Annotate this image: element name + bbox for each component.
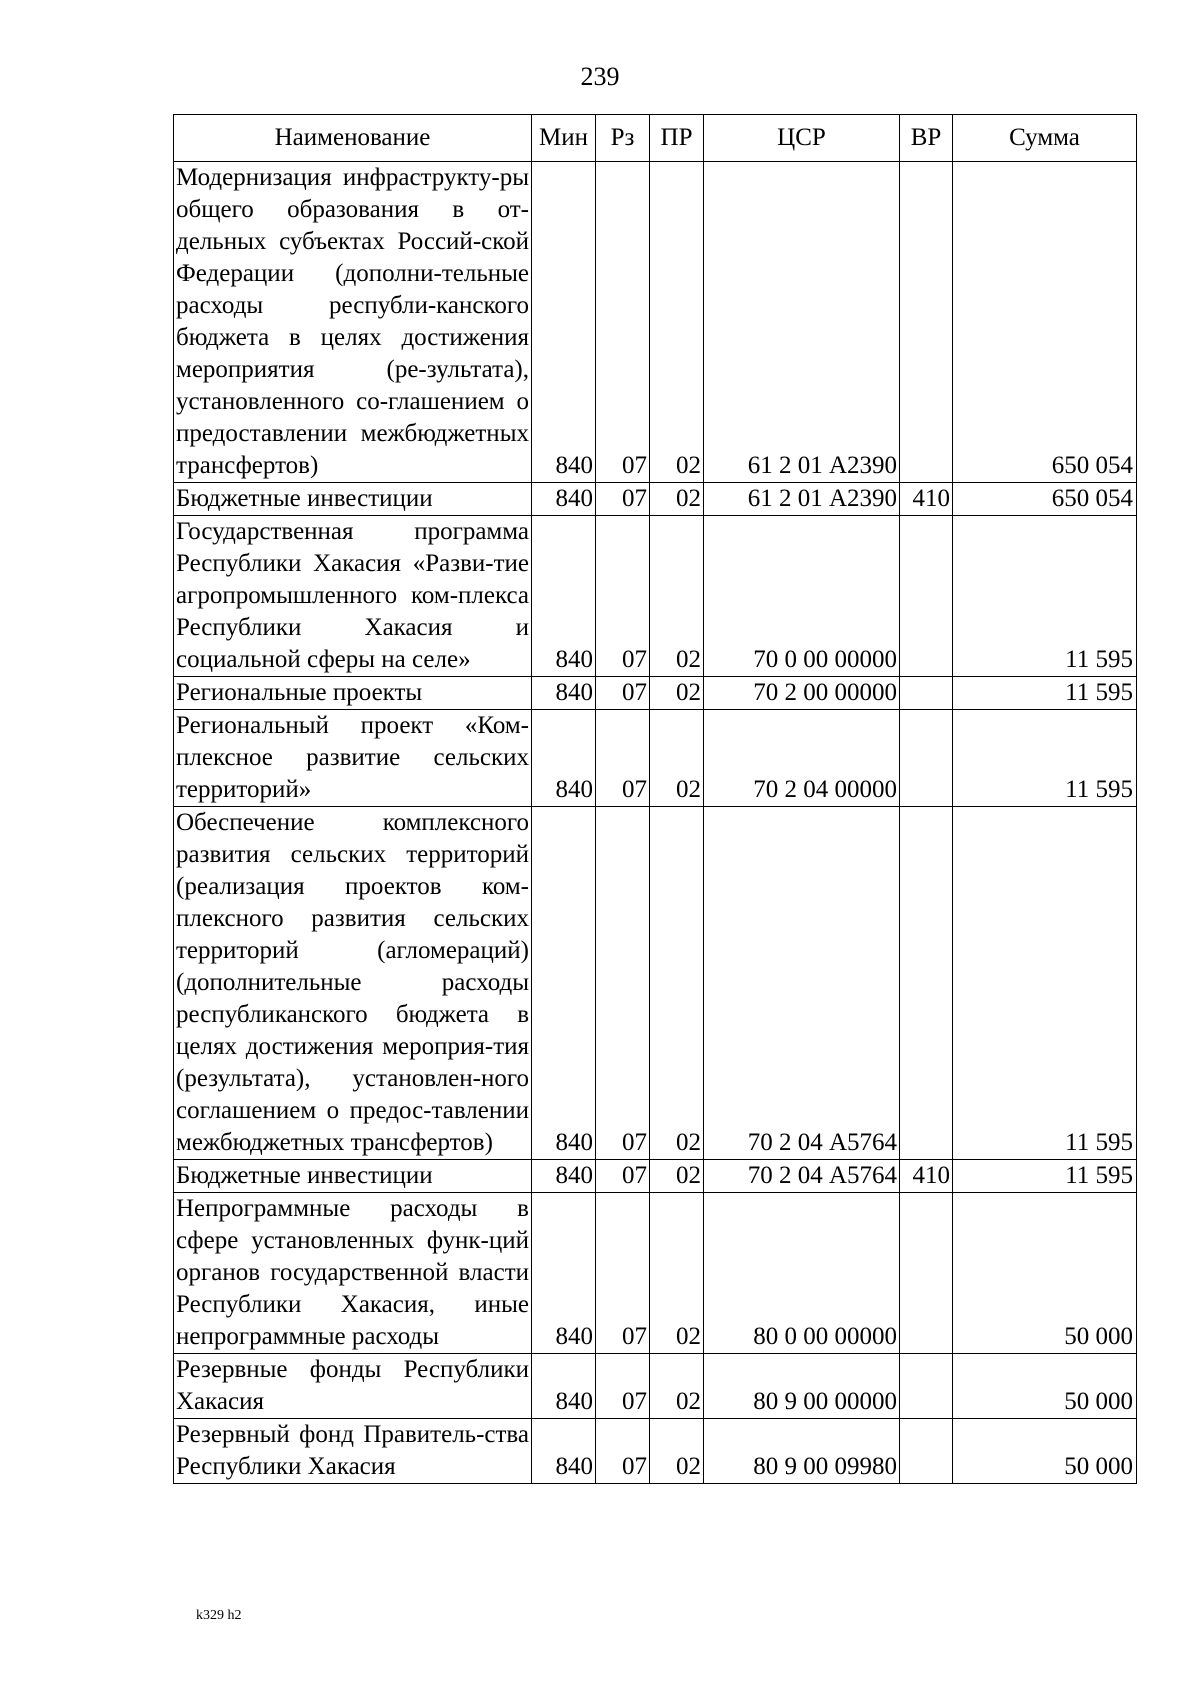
cell-rz: 07 xyxy=(596,516,650,677)
budget-table-container xyxy=(173,114,1136,1484)
cell-sum: 11 595 xyxy=(953,807,1137,1160)
cell-rz: 07 xyxy=(596,1193,650,1354)
table-header-row xyxy=(174,115,1137,162)
header-name: Наименование xyxy=(174,115,532,162)
cell-pr: 02 xyxy=(650,1160,704,1193)
table-row xyxy=(174,677,1137,710)
cell-vr xyxy=(900,1193,953,1354)
cell-sum: 11 595 xyxy=(953,710,1137,807)
table-body xyxy=(174,162,1137,1484)
header-sum: Сумма xyxy=(953,115,1137,162)
header-csr: ЦСР xyxy=(704,115,900,162)
cell-pr: 02 xyxy=(650,1354,704,1419)
cell-rz: 07 xyxy=(596,483,650,516)
cell-vr xyxy=(900,677,953,710)
cell-name: Непрограммные расходы в сфере установленных функ-ций органов государственной власти Республики Хакасия, иные непрограммные расходы xyxy=(174,1193,532,1354)
cell-pr: 02 xyxy=(650,483,704,516)
cell-pr: 02 xyxy=(650,807,704,1160)
header-vr: ВР xyxy=(900,115,953,162)
cell-vr: 410 xyxy=(900,1160,953,1193)
cell-csr: 61 2 01 А2390 xyxy=(704,162,900,483)
cell-rz: 07 xyxy=(596,807,650,1160)
cell-csr: 80 9 00 00000 xyxy=(704,1354,900,1419)
cell-vr xyxy=(900,162,953,483)
table-row xyxy=(174,483,1137,516)
cell-min: 840 xyxy=(532,1160,596,1193)
header-pr: ПР xyxy=(650,115,704,162)
table-row xyxy=(174,1354,1137,1419)
cell-min: 840 xyxy=(532,1419,596,1484)
table-row xyxy=(174,1160,1137,1193)
cell-min: 840 xyxy=(532,483,596,516)
cell-vr xyxy=(900,807,953,1160)
cell-csr: 70 2 04 А5764 xyxy=(704,807,900,1160)
budget-table xyxy=(173,114,1137,1484)
cell-rz: 07 xyxy=(596,677,650,710)
cell-pr: 02 xyxy=(650,677,704,710)
page-number: 239 xyxy=(580,62,620,91)
cell-min: 840 xyxy=(532,807,596,1160)
cell-rz: 07 xyxy=(596,710,650,807)
cell-name: Резервный фонд Правитель-ства Республики Хакасия xyxy=(174,1419,532,1484)
cell-min: 840 xyxy=(532,516,596,677)
table-row xyxy=(174,1193,1137,1354)
header-rz: Рз xyxy=(596,115,650,162)
cell-csr: 80 9 00 09980 xyxy=(704,1419,900,1484)
cell-sum: 50 000 xyxy=(953,1354,1137,1419)
cell-name: Резервные фонды Республики Хакасия xyxy=(174,1354,532,1419)
cell-pr: 02 xyxy=(650,516,704,677)
cell-sum: 11 595 xyxy=(953,516,1137,677)
table-row xyxy=(174,710,1137,807)
cell-min: 840 xyxy=(532,677,596,710)
cell-csr: 70 2 04 А5764 xyxy=(704,1160,900,1193)
table-row xyxy=(174,516,1137,677)
cell-pr: 02 xyxy=(650,162,704,483)
cell-name: Региональный проект «Ком-плексное развитие сельских территорий» xyxy=(174,710,532,807)
cell-csr: 70 2 04 00000 xyxy=(704,710,900,807)
cell-name: Бюджетные инвестиции xyxy=(174,483,532,516)
cell-name: Обеспечение комплексного развития сельских территорий (реализация проектов ком-плексного развития сельских территорий (агломераций) (дополнительные расходы республиканского бюджета в целях достижения мероприя-тия (результата), установлен-ного соглашением о предос-тавлении межбюджетных трансфертов) xyxy=(174,807,532,1160)
cell-vr xyxy=(900,1354,953,1419)
cell-sum: 650 054 xyxy=(953,162,1137,483)
cell-min: 840 xyxy=(532,1193,596,1354)
cell-csr: 70 0 00 00000 xyxy=(704,516,900,677)
cell-vr xyxy=(900,1419,953,1484)
table-row xyxy=(174,807,1137,1160)
cell-sum: 650 054 xyxy=(953,483,1137,516)
cell-name: Государственная программа Республики Хакасия «Разви-тие агропромышленного ком-плекса Республики Хакасия и социальной сферы на селе» xyxy=(174,516,532,677)
cell-rz: 07 xyxy=(596,1160,650,1193)
cell-csr: 70 2 00 00000 xyxy=(704,677,900,710)
table-row xyxy=(174,1419,1137,1484)
cell-sum: 50 000 xyxy=(953,1419,1137,1484)
cell-rz: 07 xyxy=(596,162,650,483)
cell-name: Бюджетные инвестиции xyxy=(174,1160,532,1193)
cell-name: Региональные проекты xyxy=(174,677,532,710)
cell-rz: 07 xyxy=(596,1419,650,1484)
table-row xyxy=(174,162,1137,483)
cell-sum: 11 595 xyxy=(953,1160,1137,1193)
cell-vr: 410 xyxy=(900,483,953,516)
cell-vr xyxy=(900,710,953,807)
cell-name: Модернизация инфраструкту-ры общего образования в от-дельных субъектах Россий-ской Федерации (дополни-тельные расходы республи-канского бюджета в целях достижения мероприятия (ре-зультата), установленного со-глашением о предоставлении межбюджетных трансфертов) xyxy=(174,162,532,483)
header-min: Мин xyxy=(532,115,596,162)
cell-rz: 07 xyxy=(596,1354,650,1419)
cell-csr: 61 2 01 А2390 xyxy=(704,483,900,516)
cell-sum: 11 595 xyxy=(953,677,1137,710)
cell-min: 840 xyxy=(532,710,596,807)
cell-csr: 80 0 00 00000 xyxy=(704,1193,900,1354)
cell-pr: 02 xyxy=(650,710,704,807)
cell-min: 840 xyxy=(532,1354,596,1419)
cell-min: 840 xyxy=(532,162,596,483)
cell-vr xyxy=(900,516,953,677)
footer-code: k329 h2 xyxy=(196,1608,242,1623)
cell-pr: 02 xyxy=(650,1193,704,1354)
cell-sum: 50 000 xyxy=(953,1193,1137,1354)
cell-pr: 02 xyxy=(650,1419,704,1484)
